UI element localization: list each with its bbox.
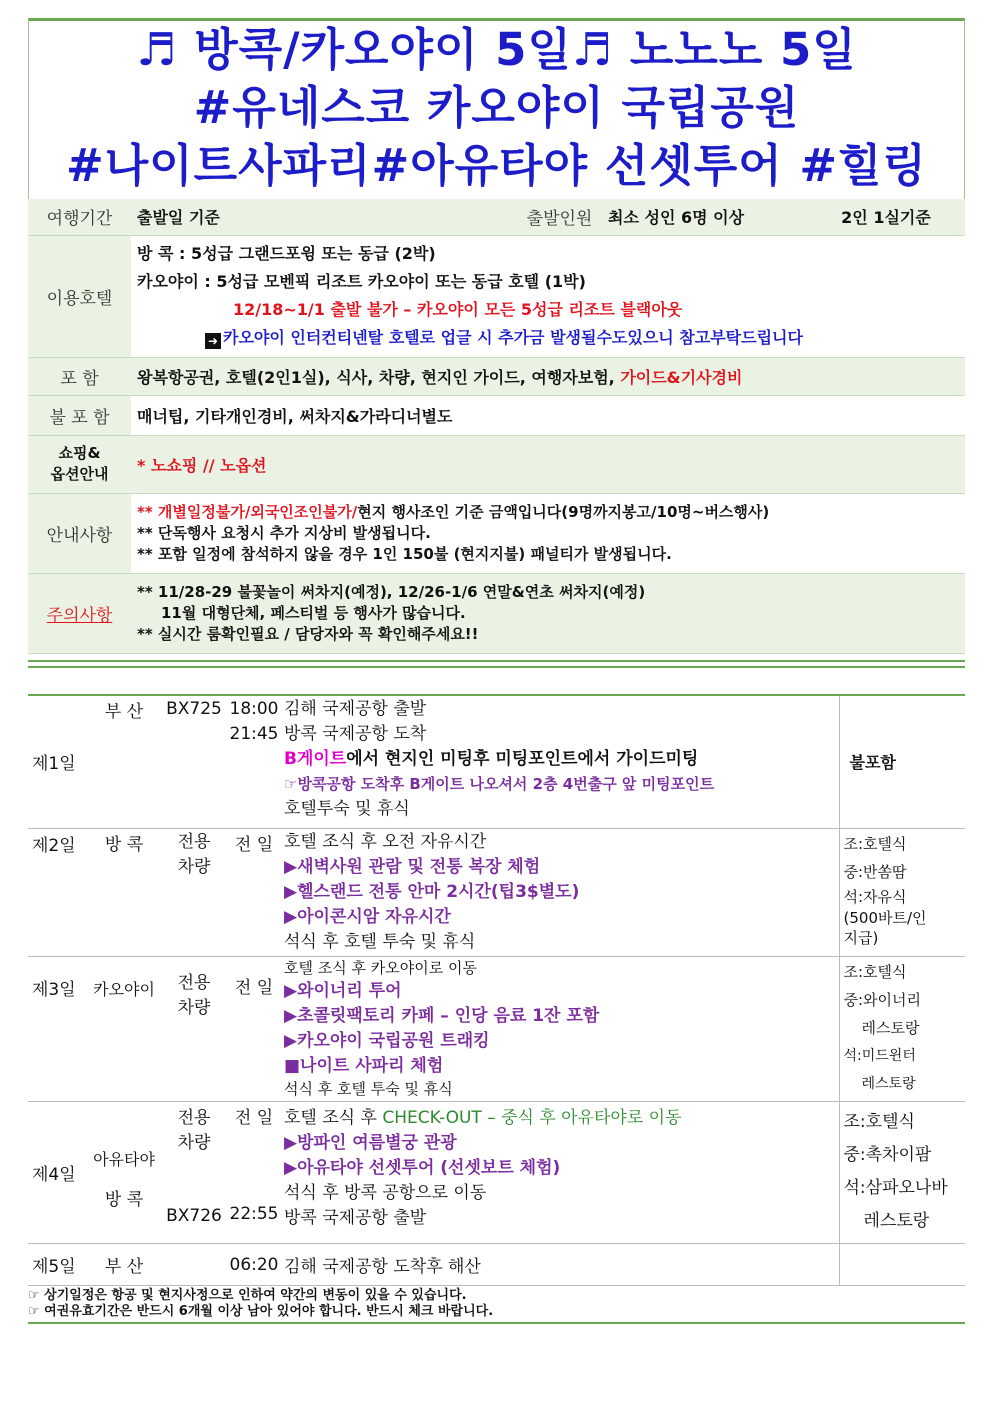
day2-activities — [282, 829, 839, 957]
hotel-row — [28, 235, 965, 357]
day1-act-2: 방콕 국제공항 도착 — [284, 723, 427, 744]
day4-act-3: ▶아유타야 선셋투어 (선셋보트 체험) — [284, 1158, 561, 1178]
day2-place: 방 콕 — [86, 829, 162, 957]
day4-act-2: ▶방파인 여름별궁 관광 — [284, 1133, 457, 1153]
hotel-line-3: 12/18~1/1 출발 불가 – 카오야이 모든 5성급 리조트 블랙아웃 — [233, 300, 683, 319]
day2-row — [28, 829, 965, 957]
hotel-line-2: 카오야이 : 5성급 모벤픽 리조트 카오야이 또는 동급 호텔 (1박) — [137, 272, 586, 291]
exclude-row — [28, 395, 965, 435]
day2-meal-4: (500바트/인 — [843, 909, 927, 927]
day2-act-2: ▶새벽사원 관람 및 전통 복장 체험 — [284, 857, 541, 877]
day1-act-1: 김해 국제공항 출발 — [284, 698, 427, 719]
guide-value — [131, 493, 965, 573]
exclude-label: 불 포 함 — [28, 395, 131, 435]
day4-meal-3: 석:삼파오나바 — [843, 1178, 948, 1198]
day3-vehicle-2: 차량 — [177, 998, 211, 1018]
day5-vehicle — [162, 1244, 226, 1286]
footer-notes — [28, 1286, 965, 1324]
day2-act-1: 호텔 조식 후 오전 자유시간 — [284, 832, 487, 852]
day2-vehicle — [162, 829, 226, 957]
caution-label: 주의사항 — [28, 573, 131, 653]
guide-row — [28, 493, 965, 573]
day3-meal-1: 조:호텔식 — [843, 963, 907, 981]
include-value-cell — [131, 357, 965, 395]
day2-label: 제2일 — [28, 829, 86, 957]
arrow-right-icon: ➜ — [205, 333, 221, 349]
day1-act-3-wrap — [284, 747, 838, 772]
exclude-value: 매너팁, 기타개인경비, 써차지&가라디너별도 — [131, 395, 965, 435]
guide-line-1-red: ** 개별일정불가/외국인조인불가/ — [137, 502, 358, 521]
day5-time: 06:20 — [226, 1244, 282, 1286]
day3-meal-5: 레스토랑 — [861, 1076, 916, 1092]
day4-act-1-wrap — [284, 1106, 838, 1131]
hotel-line-4-wrap — [137, 324, 964, 352]
day1-label: 제1일 — [28, 695, 86, 829]
day4-act-4: 석식 후 방콕 공항으로 이동 — [284, 1183, 487, 1203]
day4-meal-2: 중:촉차이팜 — [843, 1145, 932, 1165]
day4-places — [86, 1102, 162, 1244]
guide-label: 안내사항 — [28, 493, 131, 573]
day1-place: 부 산 — [86, 695, 162, 829]
hotel-line-4: 카오야이 인터컨티넨탈 호텔로 업글 시 추가금 발생될수도있으니 참고부탁드립니다 — [223, 328, 803, 347]
day1-times — [226, 695, 282, 829]
day4-activities — [282, 1102, 839, 1244]
day4-act-5: 방콕 국제공항 출발 — [284, 1208, 427, 1228]
day4-meal-4: 레스토랑 — [863, 1211, 930, 1231]
day4-meal-1: 조:호텔식 — [843, 1112, 915, 1132]
day4-vehicle-2: 차량 — [177, 1133, 211, 1153]
day4-act-1-green: CHECK-OUT – 중식 후 아유타야로 이동 — [382, 1108, 682, 1128]
title-box — [28, 18, 965, 199]
day2-meal-1: 조:호텔식 — [843, 835, 907, 853]
day3-meals — [839, 957, 965, 1102]
day3-vehicle-1: 전용 — [177, 973, 211, 993]
caution-line-2: 11월 대형단체, 페스티벌 등 행사가 많습니다. — [161, 603, 466, 622]
day4-row — [28, 1102, 965, 1244]
day1-act-5: 호텔투숙 및 휴식 — [284, 798, 410, 819]
day4-vehicle-1: 전용 — [177, 1108, 211, 1128]
day2-act-4: ▶아이콘시암 자유시간 — [284, 907, 451, 927]
day3-act-1: 호텔 조식 후 카오야이로 이동 — [284, 959, 477, 977]
hotel-label: 이용호텔 — [28, 235, 131, 357]
day3-act-2: ▶와이너리 투어 — [284, 981, 402, 1001]
day1-act-3-gate: B게이트 — [284, 748, 347, 769]
caution-line-1: ** 11/28-29 불꽃놀이 써차지(예정), 12/26-1/6 연말&연초 써차지(예정) — [137, 582, 646, 601]
day3-label: 제3일 — [28, 957, 86, 1102]
day4-act-1: 호텔 조식 후 — [284, 1108, 377, 1128]
hotel-value — [131, 235, 965, 357]
day1-act-4: ☞방콕공항 도착후 B게이트 나오셔서 2층 4번출구 앞 미팅포인트 — [284, 774, 715, 793]
period-value: 출발일 기준 — [131, 199, 517, 235]
day4-place-1: 아유타야 — [93, 1150, 155, 1169]
itinerary-page — [28, 18, 965, 1324]
day1-meal: 불포함 — [839, 695, 965, 829]
room-value: 2인 1실기준 — [802, 199, 965, 235]
section-divider — [28, 660, 965, 668]
period-row — [28, 199, 965, 235]
caution-row — [28, 573, 965, 653]
day2-meals — [839, 829, 965, 957]
guide-line-3: ** 포함 일정에 참석하지 않을 경우 1인 150불 (현지지불) 패널티가 발생됩니다. — [137, 544, 672, 563]
day4-vehicle — [162, 1102, 226, 1244]
day1-row — [28, 695, 965, 829]
day3-time: 전 일 — [226, 957, 282, 1102]
day4-times — [226, 1102, 282, 1244]
footer-note-2: ☞ 여권유효기간은 반드시 6개월 이상 남아 있어야 합니다. 반드시 체크 바랍니다. — [28, 1304, 494, 1319]
include-row — [28, 357, 965, 395]
day5-place: 부 산 — [86, 1244, 162, 1286]
guide-line-2: ** 단독행사 요청시 추가 지상비 발생됩니다. — [137, 523, 431, 542]
day2-meal-5: 지급) — [843, 929, 879, 947]
day3-activities — [282, 957, 839, 1102]
day3-vehicle — [162, 957, 226, 1102]
day2-meal-2: 중:반쏨땀 — [843, 863, 907, 881]
day1-time-2: 21:45 — [229, 723, 279, 744]
day2-meal-3: 석:자유식 — [843, 888, 907, 906]
day4-meals — [839, 1102, 965, 1244]
title-line-1: ♬ 방콕/카오야이 5일♬ 노노노 5일 — [136, 23, 857, 76]
day2-vehicle-2: 차량 — [177, 857, 211, 877]
include-label: 포 함 — [28, 357, 131, 395]
footer-note-1: ☞ 상기일정은 항공 및 현지사정으로 인하여 약간의 변동이 있을 수 있습니다. — [28, 1288, 467, 1303]
day2-vehicle-1: 전용 — [177, 832, 211, 852]
people-label: 출발인원 — [517, 199, 602, 235]
period-label: 여행기간 — [28, 199, 131, 235]
day4-label: 제4일 — [28, 1102, 86, 1244]
guide-line-1: 현지 행사조인 기준 금액입니다(9명까지봉고/10명~버스행사) — [357, 502, 770, 521]
shop-value: * 노쇼핑 // 노옵션 — [131, 435, 965, 493]
guide-line-1-wrap — [137, 502, 964, 523]
day4-place-2: 방 콕 — [104, 1190, 144, 1210]
shop-label — [28, 435, 131, 493]
title-line-2: #유네스코 카오야이 국립공원 — [193, 81, 800, 134]
day1-activities — [282, 695, 839, 829]
day2-act-3: ▶헬스랜드 전통 안마 2시간(팁3$별도) — [284, 882, 580, 902]
day3-act-4: ▶카오야이 국립공원 트래킹 — [284, 1031, 490, 1051]
day4-time-2: 22:55 — [229, 1204, 279, 1224]
shop-label-1: 쇼핑& — [58, 444, 101, 462]
info-table — [28, 199, 965, 654]
caution-value — [131, 573, 965, 653]
hotel-line-1: 방 콕 : 5성급 그랜드포윙 또는 동급 (2박) — [137, 244, 436, 263]
day2-act-5: 석식 후 호텔 투숙 및 휴식 — [284, 932, 476, 952]
day3-meal-2: 중:와이너리 — [843, 991, 922, 1009]
day1-act-3: 에서 현지인 미팅후 미팅포인트에서 가이드미팅 — [346, 748, 699, 769]
title-line-3: #나이트사파리#아유타야 선셋투어 #힐링 — [66, 139, 927, 192]
day4-flight: BX726 — [166, 1206, 222, 1226]
shop-label-2: 옵션안내 — [50, 465, 109, 483]
day4-time: 전 일 — [234, 1108, 274, 1128]
day5-row — [28, 1244, 965, 1286]
include-value: 왕복항공권, 호텔(2인1실), 식사, 차량, 현지인 가이드, 여행자보험, — [137, 367, 615, 387]
day2-time: 전 일 — [226, 829, 282, 957]
schedule-table — [28, 694, 965, 1287]
people-value: 최소 성인 6명 이상 — [602, 199, 802, 235]
day5-act: 김해 국제공항 도착후 해산 — [282, 1244, 839, 1286]
include-value-red: 가이드&기사경비 — [620, 367, 743, 387]
day3-act-6: 석식 후 호텔 투숙 및 휴식 — [284, 1080, 453, 1098]
day1-flight: BX725 — [162, 695, 226, 829]
day1-time-1: 18:00 — [229, 698, 279, 719]
caution-line-3: ** 실시간 룸확인필요 / 담당자와 꼭 확인해주세요!! — [137, 624, 479, 643]
day3-meal-3: 레스토랑 — [861, 1019, 920, 1037]
day3-act-5: ■나이트 사파리 체험 — [284, 1056, 444, 1076]
day3-place: 카오야이 — [86, 957, 162, 1102]
day5-meal — [839, 1244, 965, 1286]
day5-label: 제5일 — [28, 1244, 86, 1286]
shop-row — [28, 435, 965, 493]
day3-meal-4: 석:미드윈터 — [843, 1048, 916, 1064]
day3-act-3: ▶초콜릿팩토리 카페 – 인당 음료 1잔 포함 — [284, 1006, 600, 1026]
day3-row — [28, 957, 965, 1102]
